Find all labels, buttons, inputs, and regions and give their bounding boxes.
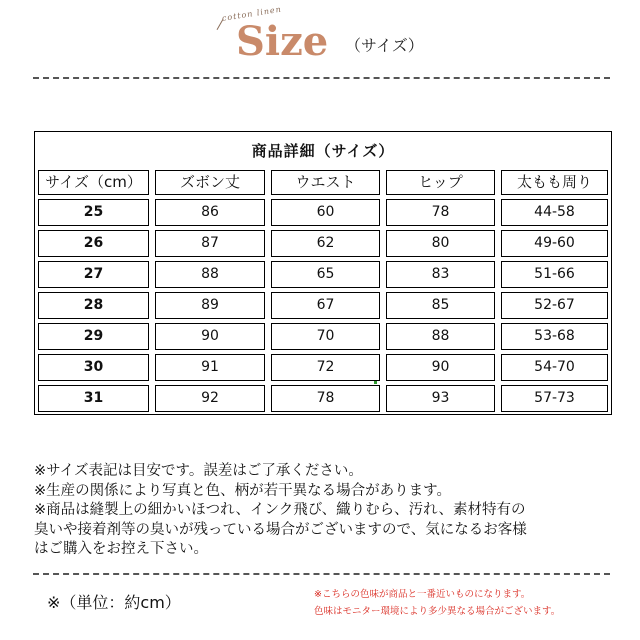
length-cell: 91 — [152, 352, 268, 383]
bottom-divider — [33, 573, 610, 575]
size-cell: 26 — [35, 228, 152, 259]
thigh-cell: 53-68 — [498, 321, 611, 352]
thigh-cell: 54-70 — [498, 352, 611, 383]
length-cell: 90 — [152, 321, 268, 352]
length-cell: 92 — [152, 383, 268, 414]
waist-cell: 78 — [268, 383, 383, 414]
length-cell: 88 — [152, 259, 268, 290]
waist-cell: 62 — [268, 228, 383, 259]
note-line: はご購入をお控え下さい。 — [34, 541, 208, 557]
note-line: ※サイズ表記は目安です。誤差はご了承ください。 — [34, 463, 363, 479]
top-divider — [33, 77, 610, 79]
waist-cell: 60 — [268, 197, 383, 228]
note-line: 臭いや接着剤等の臭いが残っている場合がございますので、気になるお客様 — [34, 521, 527, 538]
size-table — [34, 131, 612, 415]
column-header-hip: ヒップ — [383, 168, 498, 197]
size-cell: 25 — [35, 197, 152, 228]
size-cell: 31 — [35, 383, 152, 414]
column-header-waist: ウエスト — [268, 168, 383, 197]
color-note-line: ※こちらの色味が商品と一番近いものになります。 — [314, 589, 531, 600]
size-cell: 27 — [35, 259, 152, 290]
page-header — [0, 0, 640, 75]
table-caption: 商品詳細（サイズ） — [251, 141, 395, 160]
thigh-cell: 44-58 — [498, 197, 611, 228]
table-row — [35, 352, 611, 383]
waist-cell: 67 — [268, 290, 383, 321]
note-line: ※生産の関係により写真と色、柄が若干異なる場合があります。 — [34, 482, 451, 499]
page-title-suffix: （サイズ） — [345, 36, 424, 55]
hip-cell: 90 — [383, 352, 498, 383]
thigh-cell: 52-67 — [498, 290, 611, 321]
length-cell: 89 — [152, 290, 268, 321]
size-cell: 28 — [35, 290, 152, 321]
hip-cell: 88 — [383, 321, 498, 352]
brand-subtitle: cotton linen — [221, 4, 283, 23]
waist-cell: 72 — [268, 352, 383, 383]
notes-block — [34, 462, 624, 560]
column-header-size: サイズ（cm） — [35, 168, 152, 197]
length-cell: 86 — [152, 197, 268, 228]
column-header-length: ズボン丈 — [152, 168, 268, 197]
thigh-cell: 49-60 — [498, 228, 611, 259]
note-line: ※商品は縫製上の細かいほつれ、インク飛び、織りむら、汚れ、素材特有の — [34, 502, 526, 518]
table-header-row — [35, 168, 611, 197]
thigh-cell: 51-66 — [498, 259, 611, 290]
table-row — [35, 259, 611, 290]
table-row — [35, 321, 611, 352]
table-row — [35, 197, 611, 228]
table-row — [35, 290, 611, 321]
hip-cell: 93 — [383, 383, 498, 414]
stray-mark — [374, 381, 377, 384]
column-header-thigh: 太もも周り — [498, 168, 611, 197]
waist-cell: 65 — [268, 259, 383, 290]
length-cell: 87 — [152, 228, 268, 259]
hip-cell: 83 — [383, 259, 498, 290]
thigh-cell: 57-73 — [498, 383, 611, 414]
waist-cell: 70 — [268, 321, 383, 352]
page-title: Size — [236, 18, 329, 65]
unit-note: ※（単位：約cm） — [47, 593, 181, 612]
size-cell: 29 — [35, 321, 152, 352]
hip-cell: 80 — [383, 228, 498, 259]
color-note — [314, 586, 614, 620]
hip-cell: 85 — [383, 290, 498, 321]
color-note-line: 色味はモニター環境により多少異なる場合がございます。 — [314, 606, 561, 617]
size-cell: 30 — [35, 352, 152, 383]
table-caption-row — [35, 132, 611, 168]
table-row — [35, 228, 611, 259]
hip-cell: 78 — [383, 197, 498, 228]
table-row — [35, 383, 611, 414]
